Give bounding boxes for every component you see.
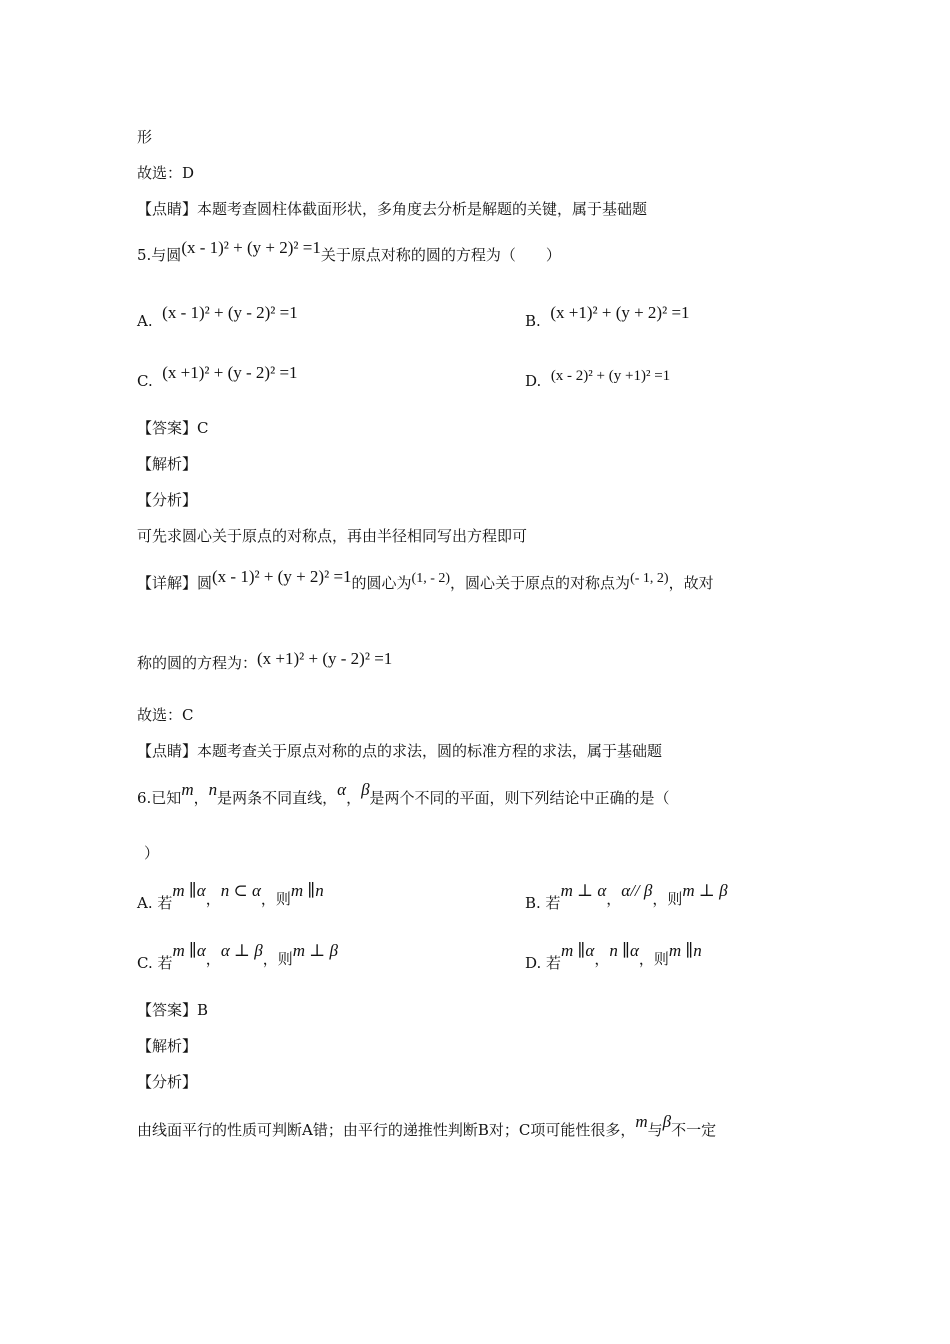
option-text: ，则 (652, 890, 683, 908)
option-label: A. (137, 312, 153, 330)
option-math: m ∥n (668, 941, 702, 960)
center-point: (1, - 2) (411, 571, 451, 586)
comment-5: 【点睛】本题考查关于原点对称的点的求法，圆的标准方程的求法，属于基础题 (137, 742, 663, 760)
q6-text: 6.已知 (137, 789, 182, 807)
fenxi-text: 与 (647, 1121, 663, 1139)
option-equation: (x - 2)² + (y +1)² =1 (550, 368, 671, 384)
option-text: ， (205, 950, 221, 968)
option-math: n ⊂ α (220, 881, 261, 900)
option-math: m ∥α (561, 941, 595, 960)
q5-option-c (137, 362, 298, 390)
option-label: C. 若 (137, 954, 173, 972)
option-label: B. 若 (525, 894, 561, 912)
result-equation: (x +1)² + (y - 2)² =1 (257, 649, 393, 668)
option-text: ， (606, 890, 622, 908)
detail-text: 称的圆的方程为： (137, 654, 258, 672)
fenxi-heading-5: 【分析】 (137, 491, 198, 509)
option-text: ，则 (260, 890, 291, 908)
detail-equation: (x - 1)² + (y + 2)² =1 (212, 567, 352, 586)
option-equation: (x - 1)² + (y - 2)² =1 (162, 303, 298, 322)
option-text: ， (594, 950, 610, 968)
var-beta: β (361, 780, 370, 799)
option-label: A. 若 (137, 894, 173, 912)
q6-text: 是两个不同的平面，则下列结论中正确的是（ (369, 789, 670, 807)
q6-close-paren: ） (144, 844, 160, 862)
var-m: m (181, 780, 194, 799)
detail-text: 的圆心为 (351, 574, 412, 592)
symmetric-point: (- 1, 2) (630, 571, 669, 586)
option-math: m ⊥ α (560, 881, 607, 900)
q5-prefix: 5.与圆 (137, 246, 182, 264)
detail-5 (137, 567, 714, 595)
detail-text: ，故对 (668, 574, 714, 592)
var-n: n (208, 780, 218, 799)
q6-option-d (525, 940, 702, 972)
analysis-heading-5: 【解析】 (137, 455, 198, 473)
q5-option-d (525, 364, 671, 390)
choice-line: 故选：D (137, 164, 195, 182)
option-math: n ∥α (609, 941, 639, 960)
answer-6: 【答案】B (137, 1001, 209, 1019)
var-alpha: α (337, 780, 347, 799)
q6-text: ， (346, 789, 362, 807)
q6-text: ， (193, 789, 209, 807)
option-equation: (x +1)² + (y - 2)² =1 (162, 363, 298, 382)
option-math: m ∥n (290, 881, 324, 900)
option-equation: (x +1)² + (y + 2)² =1 (550, 303, 690, 322)
question-6 (137, 780, 670, 808)
q5-suffix: 关于原点对称的圆的方程为（ ） (320, 246, 561, 264)
choice-5: 故选：C (137, 706, 194, 724)
option-math: m ∥α (172, 941, 206, 960)
q6-option-b (525, 880, 728, 912)
q5-option-b (525, 302, 690, 330)
option-math: m ⊥ β (292, 941, 338, 960)
question-5 (137, 238, 561, 265)
q5-equation: (x - 1)² + (y + 2)² =1 (181, 238, 321, 257)
detail-5-cont (137, 649, 393, 673)
option-text: ，则 (262, 950, 293, 968)
q6-option-c (137, 940, 338, 972)
option-math: α ⊥ β (220, 941, 263, 960)
q6-option-a (137, 880, 324, 912)
q6-text: 是两条不同直线， (217, 789, 338, 807)
option-math: m ∥α (172, 881, 206, 900)
var-m: m (635, 1112, 648, 1131)
fenxi-text: 不一定 (671, 1121, 717, 1139)
fenxi-text-6 (137, 1112, 717, 1140)
option-text: ，则 (638, 950, 669, 968)
option-text: ， (205, 890, 221, 908)
option-label: C. (137, 372, 153, 390)
detail-text: 【详解】圆 (137, 574, 213, 592)
analysis-heading-6: 【解析】 (137, 1037, 198, 1055)
fenxi-text-5: 可先求圆心关于原点的对称点，再由半径相同写出方程即可 (137, 527, 528, 545)
text-line: 形 (137, 128, 153, 146)
var-beta: β (662, 1112, 672, 1131)
comment-line: 【点睛】本题考查圆柱体截面形状，多角度去分析是解题的关键，属于基础题 (137, 200, 648, 218)
fenxi-text: 由线面平行的性质可判断A错；由平行的递推性判断B对；C项可能性很多， (137, 1121, 636, 1139)
detail-text: ，圆心关于原点的对称点为 (450, 574, 631, 592)
option-label: D. 若 (525, 954, 562, 972)
option-label: B. (525, 312, 541, 330)
option-math: m ⊥ β (682, 881, 728, 900)
option-math: α// β (621, 881, 653, 900)
q5-option-a (137, 302, 298, 330)
fenxi-heading-6: 【分析】 (137, 1073, 198, 1091)
option-label: D. (525, 372, 542, 390)
answer-5: 【答案】C (137, 419, 209, 437)
